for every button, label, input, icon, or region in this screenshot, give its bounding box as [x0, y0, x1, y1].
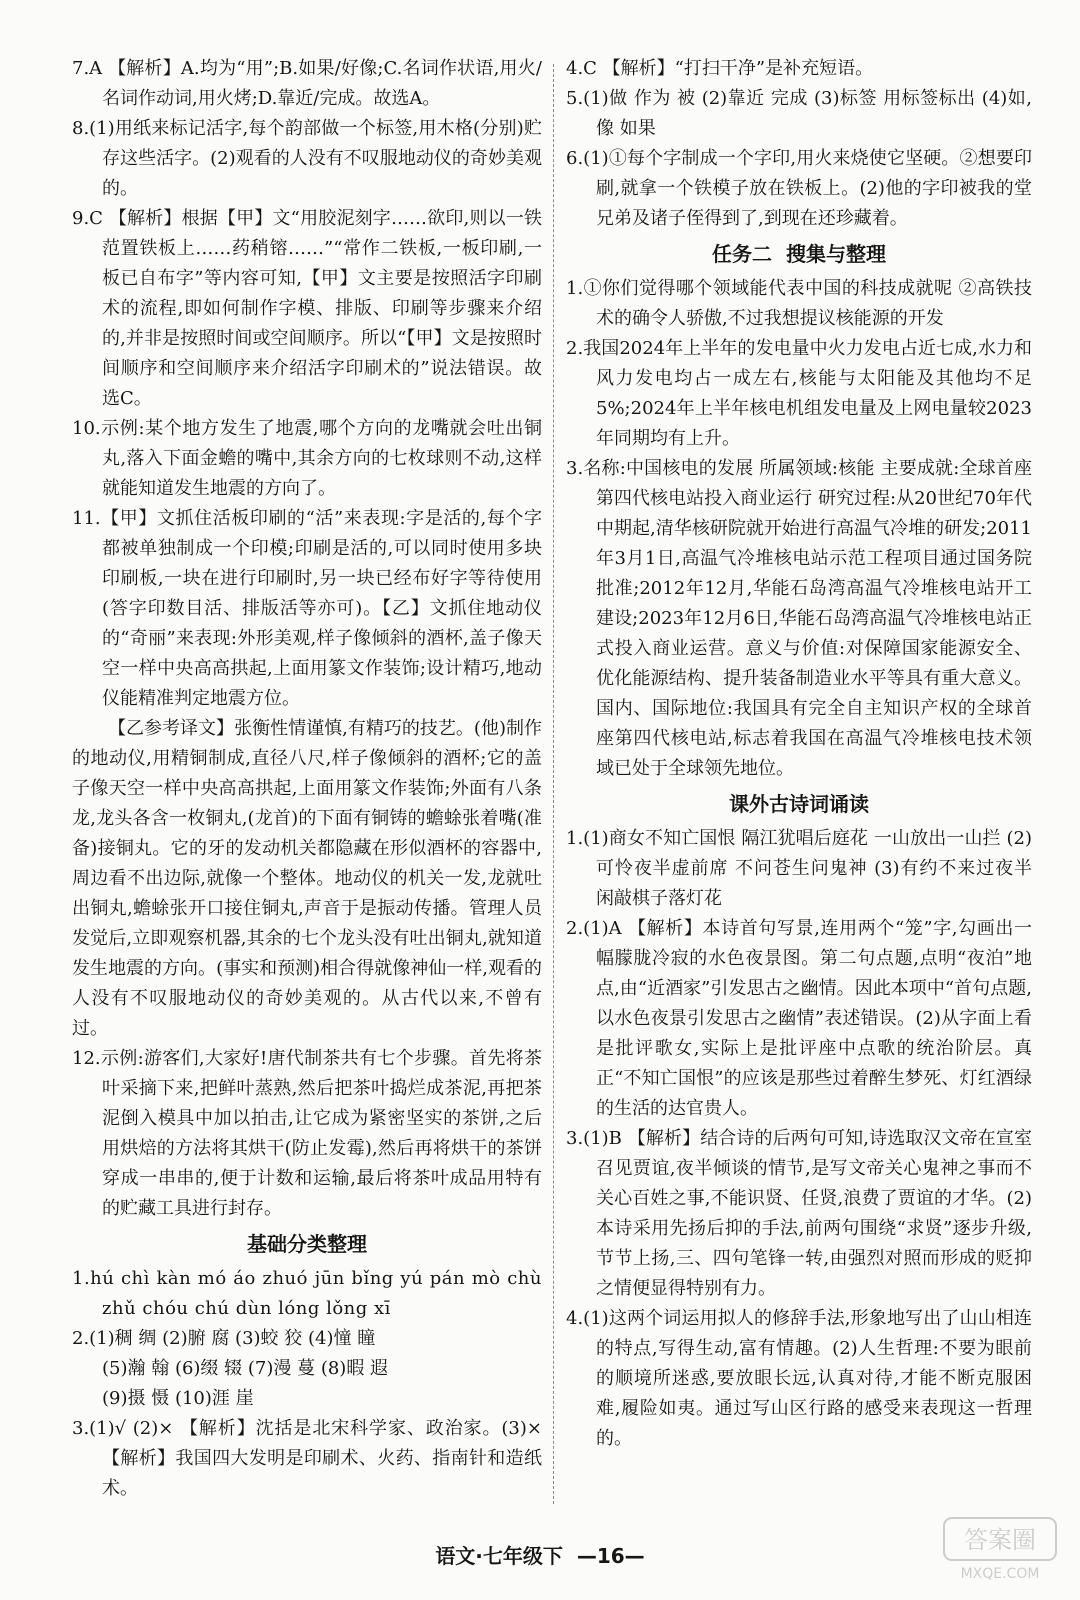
answer-paragraph: 6.(1)①每个字制成一个字印,用火来烧使它坚硬。②想要印刷,就拿一个铁模子放在铁板上。(2)他的字印被我的堂兄弟及诸子侄得到了,到现在还珍藏着。	[566, 148, 1032, 229]
answer-paragraph: 7.A 【解析】A.均为“用”;B.如果/好像;C.名词作状语,用火/名词作动词,用火烤;D.靠近/完成。故选A。	[72, 58, 542, 109]
answer-paragraph: 3.名称:中国核电的发展 所属领域:核能 主要成就:全球首座第四代核电站投入商业运行 研究过程:从20世纪70年代中期起,清华核研院就开始进行高温气冷堆的研发;2011年3月1日,高温气冷堆核电站示范工程项目通过国务院批准;2012年12月,华能石岛湾高温气冷堆核电站开工建设;2023年12月6日,华能石岛湾高温气冷堆核电站正式投入商业运营。意义与价值:对保障国家能源安全、优化能源结构、提升装备制造业水平等具有重大意义。国内、国际地位:我国具有完全自主知识产权的全球首座第四代核电站,标志着我国在高温气冷堆核电技术领域已处于全球领先地位。	[566, 458, 1032, 779]
page-footer: 语文·七年级下 —16—	[435, 1544, 645, 1568]
watermark-url: MXQE.COM	[960, 1566, 1040, 1582]
answer-paragraph: 9.C 【解析】根据【甲】文“用胶泥刻字……欲印,则以一铁范置铁板上……药稍镕……”“常作二铁板,一板印刷,一板已自布字”等内容可知,【甲】文主要是按照活字印刷术的流程,即如何制作字模、排版、印刷等步骤来介绍的,并非是按照时间或空间顺序。所以“【甲】文是按照时间顺序和空间顺序来介绍活字印刷术的”说法错误。故选C。	[72, 208, 542, 409]
answer-paragraph: 2.我国2024年上半年的发电量中火力发电占近七成,水力和风力发电均占一成左右,核能与太阳能及其他均不足5%;2024年上半年核电机组发电量及上网电量较2023年同期均有上升。	[566, 338, 1032, 449]
answer-paragraph: 10.示例:某个地方发生了地震,哪个方向的龙嘴就会吐出铜丸,落入下面金蟾的嘴中,其余方向的七枚球则不动,这样就能知道发生地震的方向了。	[72, 418, 542, 499]
answer-paragraph: 8.(1)用纸来标记活字,每个韵部做一个标签,用木格(分别)贮存这些活字。(2)观看的人没有不叹服地动仪的奇妙美观的。	[72, 118, 542, 199]
section-heading: 基础分类整理	[247, 1232, 367, 1256]
answer-paragraph: 1.hú chì kàn mó áo zhuó jūn bǐng yú pán mò chù zhǔ chóu chú dùn lóng lǒng xī	[72, 1268, 549, 1319]
answer-paragraph: 2.(1)A 【解析】本诗首句写景,连用两个“笼”字,勾画出一幅朦胧冷寂的水色夜景图。第二句点题,点明“夜泊”地点,由“近酒家”引发思古之幽情。因此本项中“首句点题,以水色夜景引发思古之幽情”表述错误。(2)从字面上看是批评歌女,实际上是批评座中点歌的统治阶层。真正“不知亡国恨”的应该是那些过着醉生梦死、灯红酒绿的生活的达官贵人。	[566, 918, 1032, 1119]
watermark-text: 答案圈	[964, 1526, 1036, 1554]
section-heading: 任务二 搜集与整理	[712, 242, 886, 266]
answer-paragraph: 1.①你们觉得哪个领域能代表中国的科技成就呢 ②高铁技术的确令人骄傲,不过我想提议核能源的开发	[566, 278, 1032, 329]
watermark-logo	[940, 1514, 1060, 1584]
answer-paragraph: 3.(1)√ (2)× 【解析】沈括是北宋科学家、政治家。(3)× 【解析】我国四大发明是印刷术、火药、指南针和造纸术。	[72, 1418, 548, 1499]
answer-paragraph: 2.(1)稠 绸 (2)腑 腐 (3)蛟 狡 (4)憧 瞳 (5)瀚 翰 (6)缀 辍 (7)漫 蔓 (8)暇 遐 (9)摄 慑 (10)涯 崖	[72, 1328, 389, 1409]
answer-paragraph: 【乙参考译文】张衡性情谨慎,有精巧的技艺。(他)制作的地动仪,用精铜制成,直径八尺,样子像倾斜的酒杯;它的盖子像天空一样中央高高拱起,上面用篆文作装饰;外面有八条龙,龙头各含一枚铜丸,(龙首)的下面有铜铸的蟾蜍张着嘴(准备)接铜丸。它的牙的发动机关都隐藏在形似酒杯的容器中,周边看不出边际,就像一个整体。地动仪的机关一发,龙就吐出铜丸,蟾蜍张开口接住铜丸,声音于是振动传播。管理人员发觉后,立即观察机器,其余的七个龙头没有吐出铜丸,就知道发生地震的方向。(事实和预测)相合得就像神仙一样,观看的人没有不叹服地动仪的奇妙美观的。从古代以来,不曾有过。	[72, 718, 542, 1039]
answer-paragraph: 11.【甲】文抓住活板印刷的“活”来表现:字是活的,每个字都被单独制成一个印模;印刷是活的,可以同时使用多块印刷板,一块在进行印刷时,另一块已经布好字等待使用(答字印数目活、排版活等亦可)。【乙】文抓住地动仪的“奇丽”来表现:外形美观,样子像倾斜的酒杯,盖子像天空一样中央高高拱起,上面用篆文作装饰;设计精巧,地动仪能精准判定地震方位。	[72, 508, 542, 709]
right-column	[566, 54, 1038, 1454]
answer-paragraph: 4.(1)这两个词运用拟人的修辞手法,形象地写出了山山相连的特点,写得生动,富有情趣。(2)人生哲理:不要为眼前的顺境所迷惑,要放眼长远,认真对待,才能不断克服困难,履险如夷。通过写山区行路的感受来表现这一哲理的。	[566, 1308, 1032, 1449]
answer-paragraph: 4.C 【解析】“打扫干净”是补充短语。	[566, 58, 874, 79]
answer-paragraph: 1.(1)商女不知亡国恨 隔江犹唱后庭花 一山放出一山拦 (2)可怜夜半虚前席 不问苍生问鬼神 (3)有约不来过夜半 闲敲棋子落灯花	[566, 828, 1038, 909]
section-heading: 课外古诗词诵读	[729, 792, 869, 816]
answer-paragraph: 3.(1)B 【解析】结合诗的后两句可知,诗选取汉文帝在宣室召见贾谊,夜半倾谈的情节,是写文帝关心鬼神之事而不关心百姓之事,不能识贤、任贤,浪费了贾谊的才华。(2)本诗采用先扬后抑的手法,前两句围绕“求贤”逐步升级,节节上扬,三、四句笔锋一转,由强烈对照而形成的贬抑之情便显得特别有力。	[566, 1128, 1032, 1299]
answer-paragraph: 12.示例:游客们,大家好!唐代制茶共有七个步骤。首先将茶叶采摘下来,把鲜叶蒸熟,然后把茶叶捣烂成茶泥,再把茶泥倒入模具中加以拍击,让它成为紧密坚实的茶饼,之后用烘焙的方法将其烘干(防止发霉),然后再将烘干的茶饼穿成一串串的,便于计数和运输,最后将茶叶成品用特有的贮藏工具进行封存。	[72, 1048, 542, 1219]
left-column	[72, 54, 549, 1504]
answer-paragraph: 5.(1)做 作为 被 (2)靠近 完成 (3)标签 用标签标出 (4)如,像 如果	[566, 88, 1032, 139]
column-divider	[553, 64, 554, 1504]
